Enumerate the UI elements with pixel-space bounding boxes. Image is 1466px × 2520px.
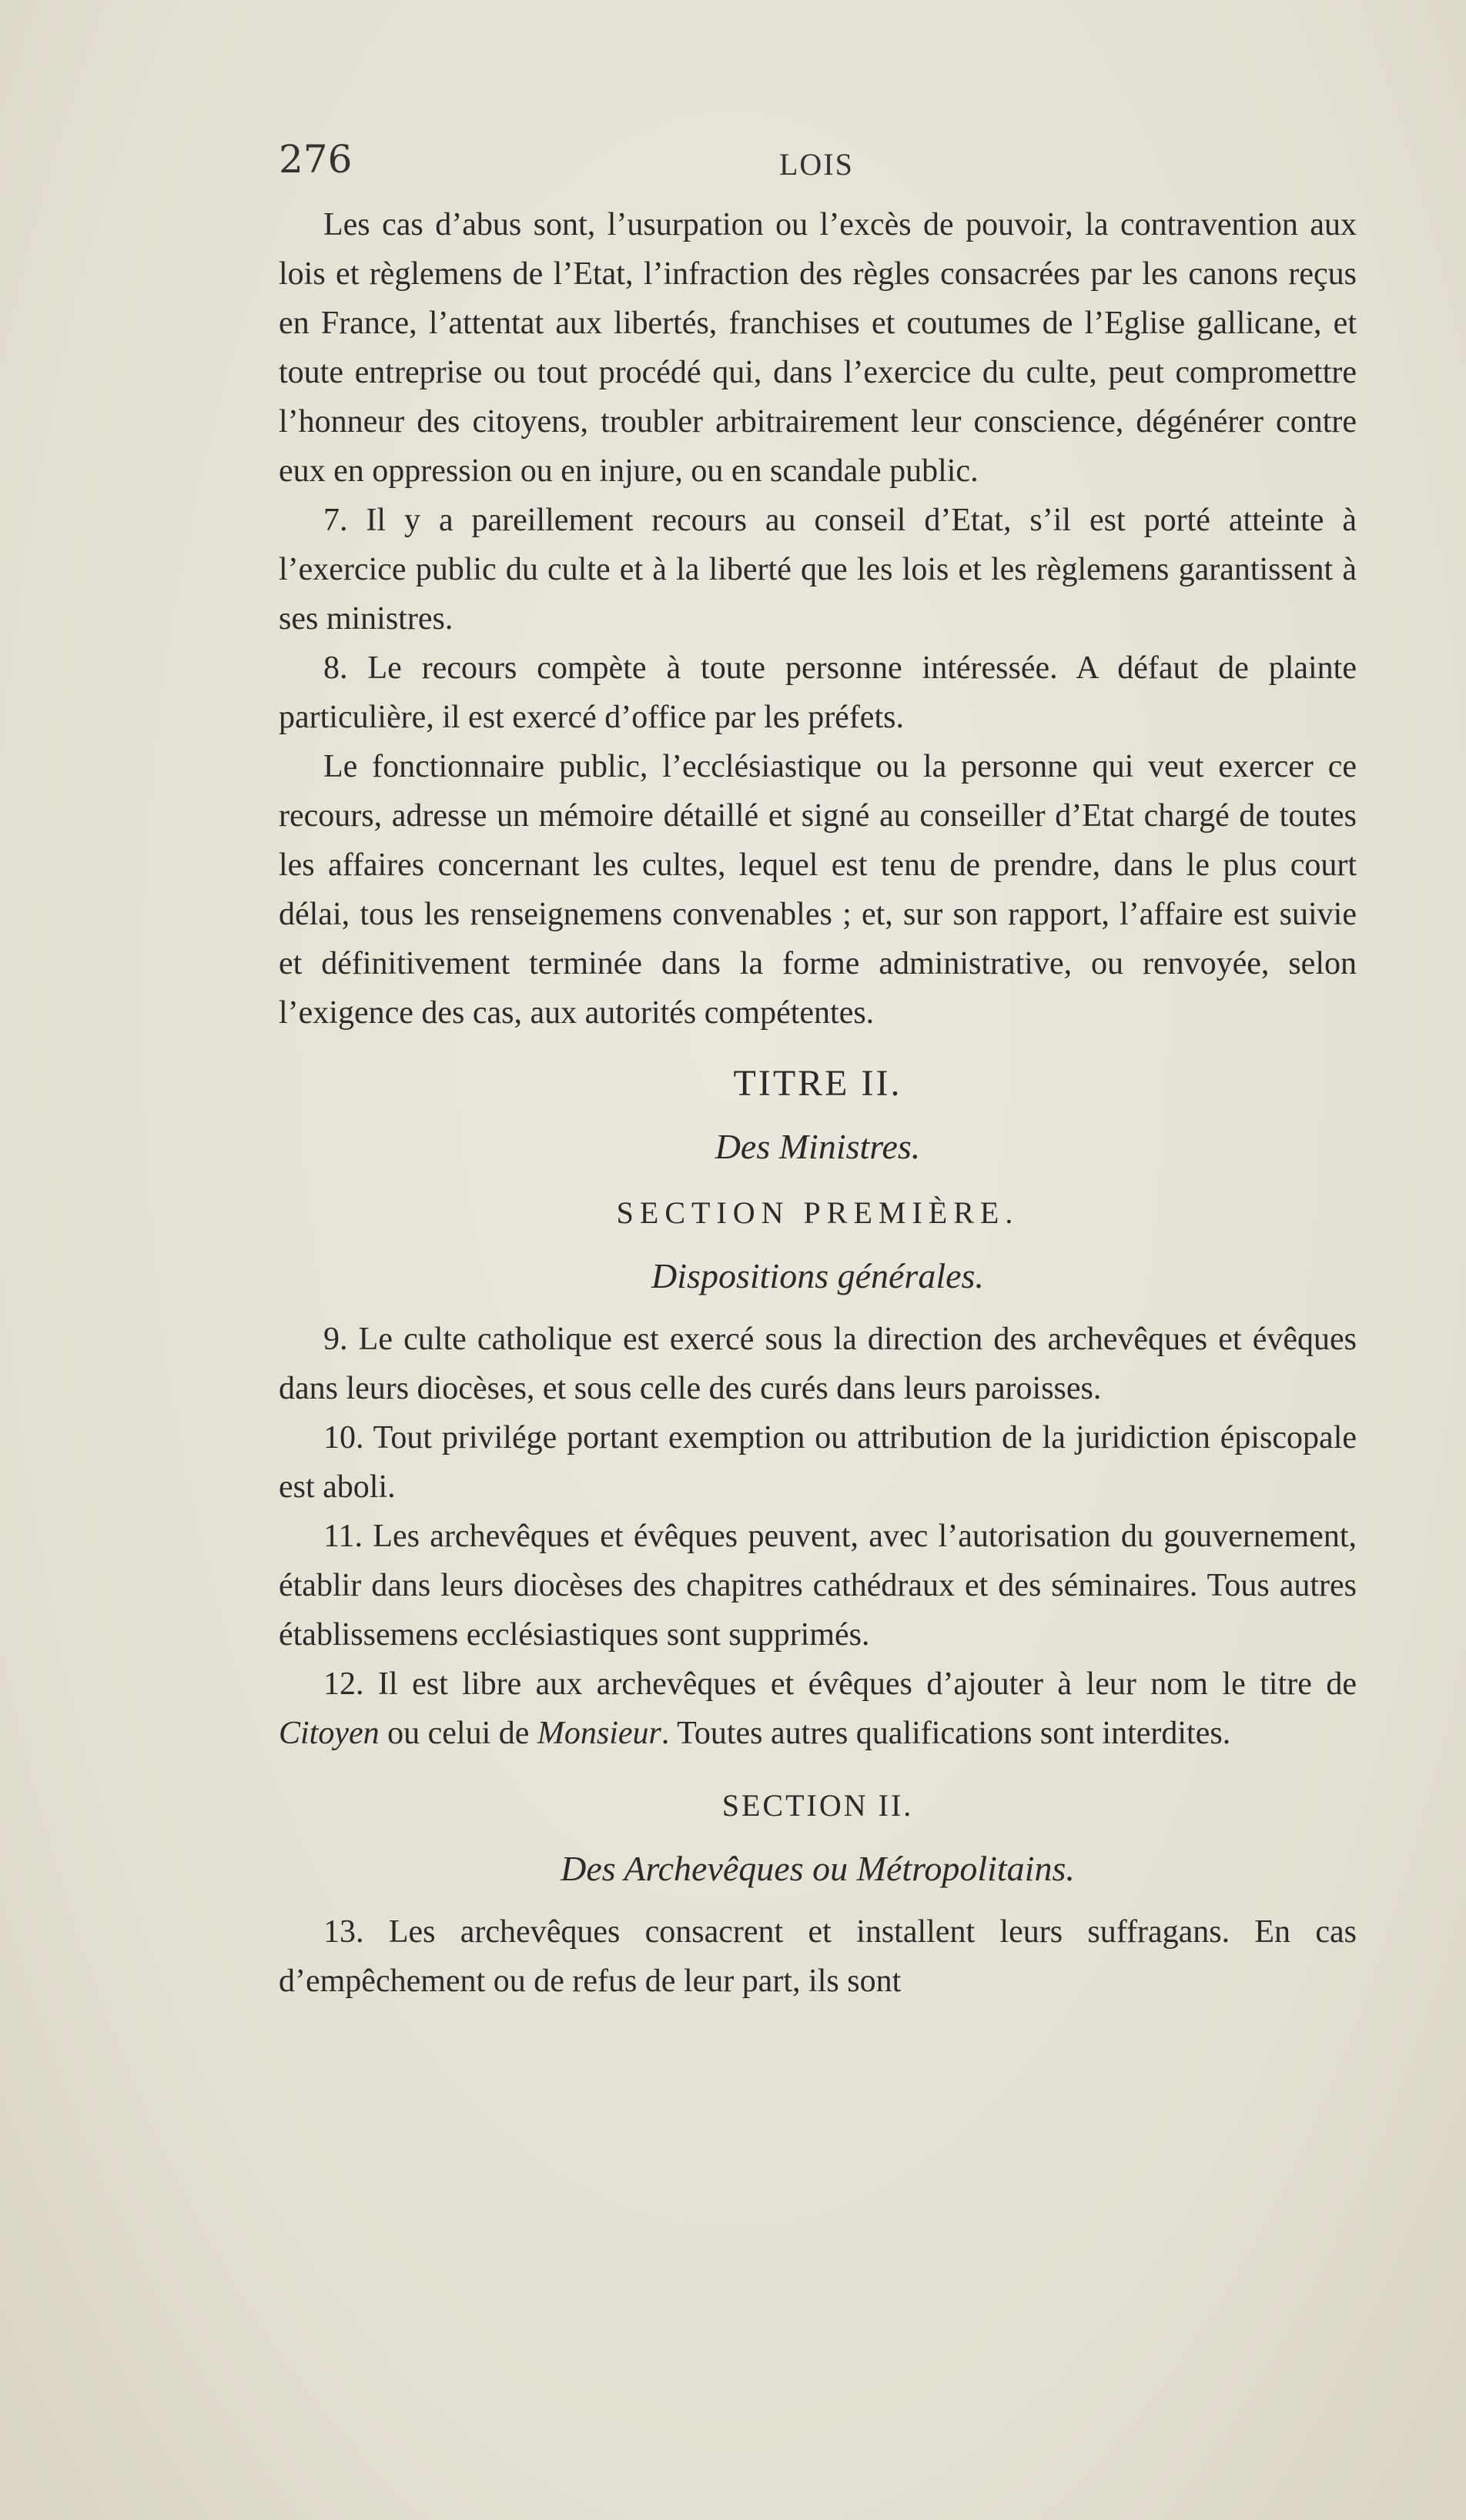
running-title: LOIS (779, 147, 854, 182)
paragraph-article-8: 8. Le recours compète à toute personne intéressée. A défaut de plainte particulière, il est exercé d’office par les préfets. (279, 650, 1357, 735)
monsieur-title: Monsieur (537, 1716, 661, 1751)
titre-heading: TITRE II. (733, 1063, 902, 1104)
paragraph-article-7: 7. Il y a pareillement recours au conseil d’Etat, s’il est porté atteinte à l’exercice public du culte et à la liberté que les lois et les règlemens garantissent à ses ministres. (279, 503, 1357, 637)
paragraph-article-12 (279, 1659, 1357, 1758)
section-ii-subtitle: Des Archevêques ou Métropolitains. (561, 1849, 1075, 1888)
section-ii-heading: SECTION II. (721, 1788, 914, 1823)
paragraph-recours: Le fonctionnaire public, l’ecclésiastique ou la personne qui veut exercer ce recours, adresse un mémoire détaillé et signé au conseiller d’Etat chargé de toutes les affaires concernant les cultes, lequel est tenu de prendre, dans le plus court délai, tous les renseignemens convenables ; et, sur son rapport, l’affaire est suivie et définitivement terminée dans la forme administrative, ou renvoyée, selon l’exigence des cas, aux autorités compétentes. (279, 749, 1357, 1031)
page-body (279, 200, 1357, 2006)
page-header (279, 137, 1357, 191)
section-premiere-subtitle: Dispositions générales. (651, 1256, 984, 1295)
paragraph-article-13: 13. Les archevêques consacrent et installent leurs suffragans. En cas d’empêchement ou de refus de leur part, ils sont (279, 1914, 1357, 1999)
titre-subtitle: Des Ministres. (715, 1127, 921, 1166)
page-number: 276 (279, 137, 353, 182)
section-premiere-heading: SECTION PREMIÈRE. (616, 1195, 1019, 1230)
article-12-text-end: . Toutes autres qualifications sont interdites. (661, 1716, 1231, 1751)
article-12-text-middle: ou celui de (379, 1716, 537, 1751)
paragraph-article-10: 10. Tout privilége portant exemption ou attribution de la juridiction épiscopale est aboli. (279, 1420, 1357, 1505)
paragraph-abus: Les cas d’abus sont, l’usurpation ou l’excès de pouvoir, la contravention aux lois et règlemens de l’Etat, l’infraction des règles consacrées par les canons reçus en France, l’attentat aux libertés, franchises et coutumes de l’Eglise gallicane, et toute entreprise ou tout procédé qui, dans l’exercice du culte, peut compromettre l’honneur des citoyens, troubler arbitrairement leur conscience, dégénérer contre eux en oppression ou en injure, ou en scandale public. (279, 207, 1357, 489)
paragraph-article-9: 9. Le culte catholique est exercé sous la direction des archevêques et évêques dans leurs diocèses, et sous celle des curés dans leurs paroisses. (279, 1322, 1357, 1406)
paragraph-article-11: 11. Les archevêques et évêques peuvent, avec l’autorisation du gouvernement, établir dans leurs diocèses des chapitres cathédraux et des séminaires. Tous autres établissemens ecclésiastiques sont supprimés. (279, 1519, 1357, 1653)
citoyen-title: Citoyen (279, 1716, 380, 1751)
article-12-text-start: 12. Il est libre aux archevêques et évêques d’ajouter à leur nom le titre de (323, 1666, 1357, 1702)
